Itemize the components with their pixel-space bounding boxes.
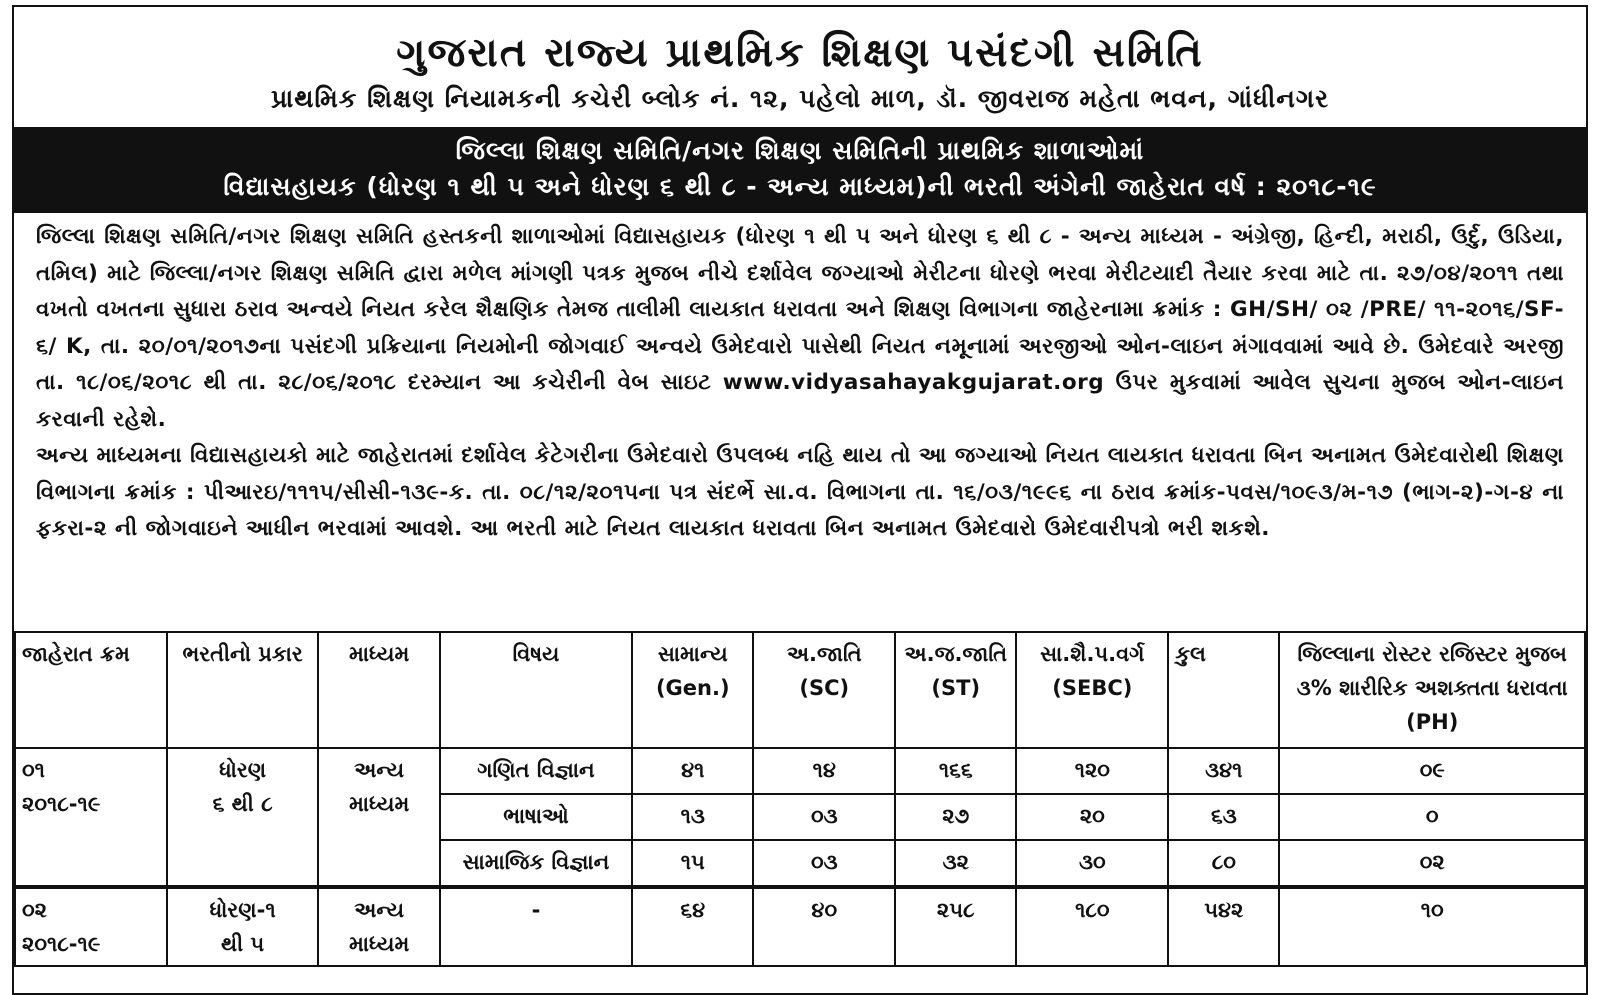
gen-cell: ૬૪ [632, 887, 753, 966]
table-row [15, 748, 1585, 794]
sebc-cell: ૩૦ [1016, 840, 1168, 887]
header-sc: અ.જાતિ (SC) [753, 632, 895, 748]
type-line-1: ધોરણ [219, 758, 267, 782]
sebc-cell: ૧૨૦ [1016, 748, 1168, 794]
table-header-row [15, 632, 1585, 748]
ph-cell: ૦૨ [1279, 840, 1585, 887]
adv-year: ૨૦૧૮-૧૯ [22, 792, 101, 816]
sc-cell: ૧૪ [753, 748, 895, 794]
header-gen: સામાન્ય (Gen.) [632, 632, 753, 748]
type-cell [167, 748, 319, 887]
st-cell: ૧૬૬ [895, 748, 1016, 794]
gen-cell: ૧૩ [632, 794, 753, 840]
adv-year: ૨૦૧૮-૧૯ [22, 932, 101, 956]
st-cell: ૩૨ [895, 840, 1016, 887]
header-subject: વિષય [440, 632, 632, 748]
gen-cell: ૧૫ [632, 840, 753, 887]
type-line-2: ૬ થી ૮ [212, 792, 273, 816]
subject-cell: - [440, 887, 632, 966]
st-cell: ૨૭ [895, 794, 1016, 840]
type-line-2: થી ૫ [220, 932, 265, 956]
header-adv-no: જાહેરાત ક્રમ [15, 632, 167, 748]
header-medium: માધ્યમ [318, 632, 439, 748]
sebc-cell: ૧૮૦ [1016, 887, 1168, 966]
adv-no: ૦૧ [22, 758, 45, 782]
header-st: અ.જ.જાતિ (ST) [895, 632, 1016, 748]
medium-line-2: માધ્યમ [349, 792, 410, 816]
adv-no-cell [15, 887, 167, 966]
subject-cell: સામાજિક વિજ્ઞાન [440, 840, 632, 887]
advertisement-notice [12, 5, 1588, 995]
vacancy-table [14, 631, 1586, 967]
notice-body [14, 213, 1586, 548]
table-row [15, 887, 1585, 966]
medium-line-1: અન્ય [354, 898, 405, 922]
type-cell [167, 887, 319, 966]
office-address: પ્રાથમિક શિક્ષણ નિયામકની કચેરી બ્લોક નં. ૧૨, પહેલો માળ, ડૉ. જીવરાજ મહેતા ભવન, ગાંધીનગર [270, 84, 1330, 113]
sc-cell: ૦૩ [753, 794, 895, 840]
header-type: ભરતીનો પ્રકાર [167, 632, 319, 748]
header-total: કુલ [1168, 632, 1279, 748]
ph-cell: ૧૦ [1279, 887, 1585, 966]
st-cell: ૨૫૮ [895, 887, 1016, 966]
sc-cell: ૪૦ [753, 887, 895, 966]
sebc-cell: ૨૦ [1016, 794, 1168, 840]
header-ph: જિલ્લાના રોસ્ટર રજિસ્ટર મુજબ ૩% શારીરિક અશક્તતા ધરાવતા (PH) [1279, 632, 1585, 748]
total-cell: ૮૦ [1168, 840, 1279, 887]
notice-paragraph-1: જિલ્લા શિક્ષણ સમિતિ/નગર શિક્ષણ સમિતિ હસ્તકની શાળાઓમાં વિદ્યાસહાયક (ધોરણ ૧ થી ૫ અને ધોરણ ૬ થી ૮ - અન્ય માધ્યમ - અંગ્રેજી, હિન્દી, મરાઠી, ઉર્દુ, ઉડિયા, તમિલ) માટે જિલ્લા/નગર શિક્ષણ સમિતિ દ્વારા મળેલ માંગણી પત્રક મુજબ નીચે દર્શાવેલ જગ્યાઓ મેરીટના ધોરણે ભરવા મેરીટયાદી તૈયાર કરવા માટે તા. ૨૭/૦૪/૨૦૧૧ તથા વખતો વખતના સુધારા ઠરાવ અન્વયે નિયત કરેલ શૈક્ષણિક તેમજ તાલીમી લાયકાત ધરાવતા અને શિક્ષણ વિભાગના જાહેરનામા ક્રમાંક : GH/SH/ ૦૨ /PRE/ ૧૧-૨૦૧૬/SF- ૬/ K, તા. ૨૦/૦૧/૨૦૧૭ના પસંદગી પ્રક્રિયાના નિયમોની જોગવાઈ અન્વયે ઉમેદવારો પાસેથી નિયત નમૂનામાં અરજીઓ ઓન-લાઇન મંગાવવામાં આવે છે. ઉમેદવારે અરજી તા. ૧૮/૦૬/૨૦૧૮ થી તા. ૨૮/૦૬/૨૦૧૮ દરમ્યાન આ કચેરીની વેબ સાઇટ www.vidyasahayakgujarat.org ઉપર મુકવામાં આવેલ સુચના મુજબ ઓન-લાઇન કરવાની રહેશે. [36, 224, 1564, 432]
ph-cell: ૦ [1279, 794, 1585, 840]
sc-cell: ૦૩ [753, 840, 895, 887]
medium-cell [318, 887, 439, 966]
subject-cell: ગણિત વિજ્ઞાન [440, 748, 632, 794]
banner-line-1: જિલ્લા શિક્ષણ સમિતિ/નગર શિક્ષણ સમિતિની પ્રાથમિક શાળાઓમાં [455, 136, 1145, 165]
header-sebc: સા.શૈ.પ.વર્ગ (SEBC) [1016, 632, 1168, 748]
ph-cell: ૦૯ [1279, 748, 1585, 794]
banner-line-2: વિદ્યાસહાયક (ધોરણ ૧ થી ૫ અને ધોરણ ૬ થી ૮ - અન્ય માધ્યમ)ની ભરતી અંગેની જાહેરાત વર્ષ : ૨૦૧૮-૧૯ [223, 172, 1377, 201]
adv-no-cell [15, 748, 167, 887]
page-title: ગુજરાત રાજ્ય પ્રાથમિક શિક્ષણ પસંદગી સમિતિ [396, 30, 1204, 76]
notice-paragraph-2: અન્ય માધ્યમના વિદ્યાસહાયકો માટે જાહેરાતમાં દર્શાવેલ કેટેગરીના ઉમેદવારો ઉપલબ્ધ નહિ થાય તો આ જગ્યાઓ નિયત લાયકાત ધરાવતા બિન અનામત ઉમેદવારોથી શિક્ષણ વિભાગના ક્રમાંક : પીઆરઇ/૧૧૧૫/સીસી-૧૩૯-ક. તા. ૦૮/૧૨/૨૦૧૫ના પત્ર સંદર્ભે સા.વ. વિભાગના તા. ૧૬/૦૩/૧૯૯૬ ના ઠરાવ ક્રમાંક-પવસ/૧૦૯૩/મ-૧૭ (ભાગ-૨)-ગ-૪ ના ફકરા-૨ ની જોગવાઇને આધીન ભરવામાં આવશે. આ ભરતી માટે નિયત લાયકાત ધરાવતા બિન અનામત ઉમેદવારો ઉમેદવારીપત્રો ભરી શકશે. [36, 443, 1564, 541]
type-line-1: ધોરણ-૧ [209, 898, 276, 922]
gen-cell: ૪૧ [632, 748, 753, 794]
medium-line-2: માધ્યમ [349, 932, 410, 956]
total-cell: ૫૪૨ [1168, 887, 1279, 966]
total-cell: ૬૩ [1168, 794, 1279, 840]
medium-line-1: અન્ય [354, 758, 405, 782]
subject-cell: ભાષાઓ [440, 794, 632, 840]
adv-no: ૦૨ [22, 898, 47, 922]
medium-cell [318, 748, 439, 887]
total-cell: ૩૪૧ [1168, 748, 1279, 794]
recruitment-banner [14, 127, 1586, 213]
